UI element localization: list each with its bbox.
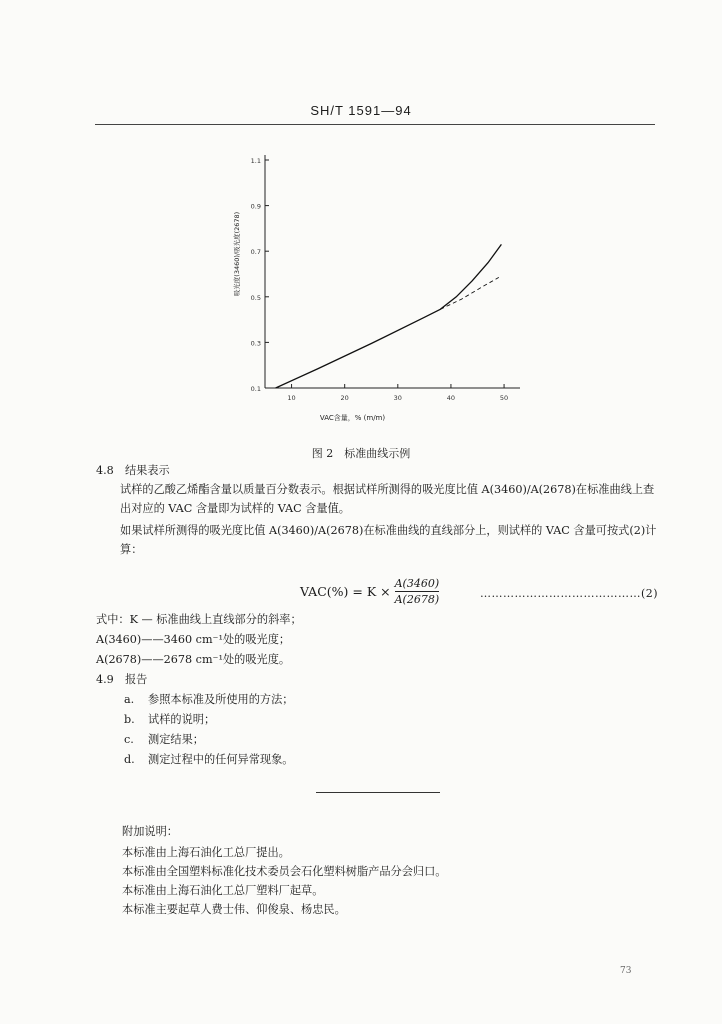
section-4-8-paragraph-2: 如果试样所测得的吸光度比值 A(3460)/A(2678)在标准曲线的直线部分上，则试样的 VAC 含量可按式(2)计算： (120, 524, 657, 556)
report-item-a: a. 参照本标准及所使用的方法； (124, 693, 294, 706)
appendix-title: 附加说明： (122, 825, 178, 838)
page-number: 73 (620, 966, 632, 976)
where-a2678: A(2678)——2678 cm⁻¹处的吸光度。 (96, 653, 291, 666)
report-item-c: c. 测定结果； (124, 733, 204, 746)
y-tick-label: 1.1 (250, 157, 261, 165)
where-k: 式中：K — 标准曲线上直线部分的斜率； (96, 613, 302, 626)
formula-fraction (395, 577, 440, 606)
x-tick-label: 30 (393, 394, 402, 402)
y-axis-label: 吸光度(3460)/吸光度(2678) (233, 211, 241, 297)
x-tick-label: 10 (287, 394, 296, 402)
x-tick-label: 40 (446, 394, 456, 402)
appendix-line: 本标准由全国塑料标准化技术委员会石化塑料树脂产品分会归口。 (122, 865, 447, 878)
appendix-line: 本标准主要起草人费士伟、仰俊泉、杨忠民。 (122, 903, 346, 916)
y-tick-label: 0.1 (250, 385, 261, 393)
end-rule (316, 792, 440, 793)
section-4-8-title: 4.8 结果表示 (96, 464, 170, 477)
formula-number: ……………………………………(2) (480, 587, 659, 600)
vac-formula (300, 577, 439, 606)
figure-caption: 图 2 标准曲线示例 (311, 447, 411, 460)
y-tick-label: 0.7 (250, 248, 261, 257)
document-header: SH/T 1591—94 (310, 103, 412, 118)
section-4-8-paragraph-1: 试样的乙酸乙烯酯含量以质量百分数表示。根据试样所测得的吸光度比值 A(3460)/A(2678)在标准曲线上查出对应的 VAC 含量即为试样的 VAC 含量值。 (120, 483, 655, 515)
section-4-9-title: 4.9 报告 (96, 673, 148, 686)
formula-denominator: A(2678) (394, 593, 440, 606)
appendix-line: 本标准由上海石油化工总厂塑料厂起草。 (122, 884, 324, 897)
formula-lhs: VAC(%) = K × (300, 584, 391, 599)
y-tick-label: 0.9 (250, 202, 261, 211)
x-tick-label: 20 (340, 394, 349, 402)
header-rule (95, 124, 655, 125)
x-tick-label: 50 (499, 394, 509, 402)
report-item-d: d. 测定过程中的任何异常现象。 (124, 753, 294, 766)
where-a3460: A(3460)——3460 cm⁻¹处的吸光度； (96, 633, 291, 646)
calibration-chart (210, 140, 540, 435)
y-tick-label: 0.5 (250, 293, 261, 302)
formula-numerator: A(3460) (394, 577, 440, 590)
series-calibration-curve (276, 244, 502, 388)
report-item-b: b. 试样的说明； (124, 713, 216, 726)
y-tick-label: 0.3 (250, 339, 261, 348)
series-linear-extension (440, 277, 499, 309)
x-axis-label: VAC含量，% (m/m) (319, 414, 386, 422)
appendix-line: 本标准由上海石油化工总厂提出。 (122, 846, 290, 859)
